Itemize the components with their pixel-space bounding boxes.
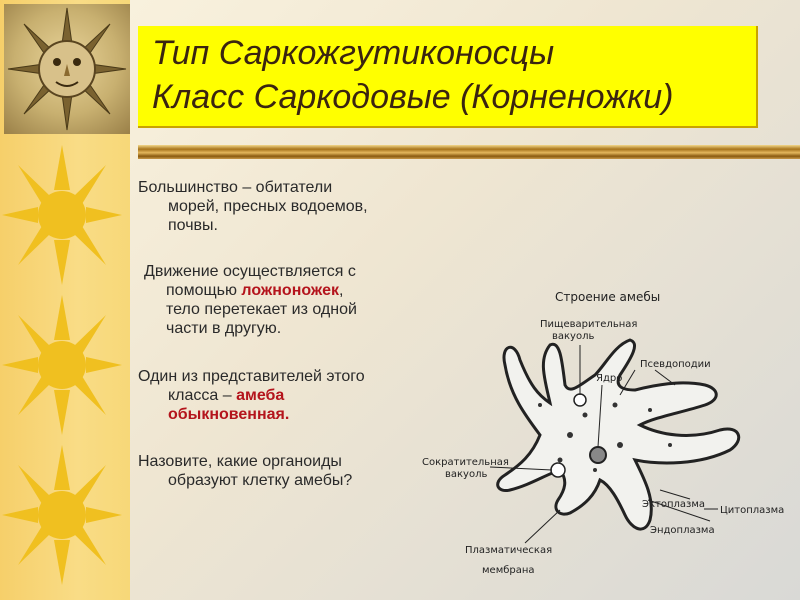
title-box	[138, 26, 758, 128]
text-line: Движение осуществляется с	[144, 263, 356, 280]
title-line-2: Класс Саркодовые (Корненожки)	[152, 78, 674, 116]
label-digestive-vacuole: Пищеварительная	[540, 319, 638, 330]
text-fragment: класса –	[168, 387, 237, 404]
digestive-vacuole	[574, 394, 586, 406]
text-line: морей, пресных водоемов,	[168, 198, 368, 215]
text-line: образуют клетку амебы?	[168, 472, 353, 489]
highlight-common: обыкновенная.	[168, 406, 290, 423]
highlight-amoeba: амеба	[236, 387, 285, 404]
sun-face-logo	[4, 4, 130, 134]
gold-divider	[138, 145, 800, 159]
text-line: части в другую.	[166, 320, 282, 337]
label-pseudopods: Псевдоподии	[640, 359, 711, 370]
label-plasma-membrane: Плазматическая	[465, 545, 553, 556]
text-line: тело перетекает из одной	[166, 301, 357, 318]
contractile-vacuole	[551, 463, 565, 477]
title-line-1: Тип Саркожгутиконосцы	[152, 34, 555, 72]
text-line	[138, 386, 365, 405]
label-nucleus: Ядро	[596, 373, 623, 384]
label-endoplasm: Эндоплазма	[650, 525, 715, 536]
sun-icon	[0, 440, 130, 590]
label-cytoplasm: Цитоплазма	[720, 505, 785, 516]
sun-icon	[0, 140, 130, 290]
label-plasma-membrane: мембрана	[482, 565, 535, 576]
label-ectoplasm: Эктоплазма	[642, 499, 706, 510]
label-digestive-vacuole: вакуоль	[552, 331, 595, 342]
text-line	[144, 281, 357, 300]
text-line: Один из представителей этого	[138, 368, 365, 385]
text-fragment: помощью	[166, 282, 242, 299]
amoeba-structure-diagram	[420, 285, 800, 585]
label-contractile-vacuole: вакуоль	[445, 469, 488, 480]
paragraph-movement	[144, 262, 357, 338]
highlight-pseudopods: ложноножек	[241, 282, 339, 299]
diagram-title: Строение амебы	[555, 290, 661, 304]
nucleus	[590, 447, 606, 463]
text-line: почвы.	[168, 217, 218, 234]
paragraph-habitat	[138, 178, 368, 235]
text-line: Назовите, какие органоиды	[138, 453, 342, 470]
sun-icon	[0, 290, 130, 440]
label-contractile-vacuole: Сократительная	[422, 457, 509, 468]
text-line: Большинство – обитатели	[138, 179, 333, 196]
text-fragment: ,	[338, 282, 344, 299]
paragraph-representative	[138, 367, 365, 424]
paragraph-question	[138, 452, 352, 490]
